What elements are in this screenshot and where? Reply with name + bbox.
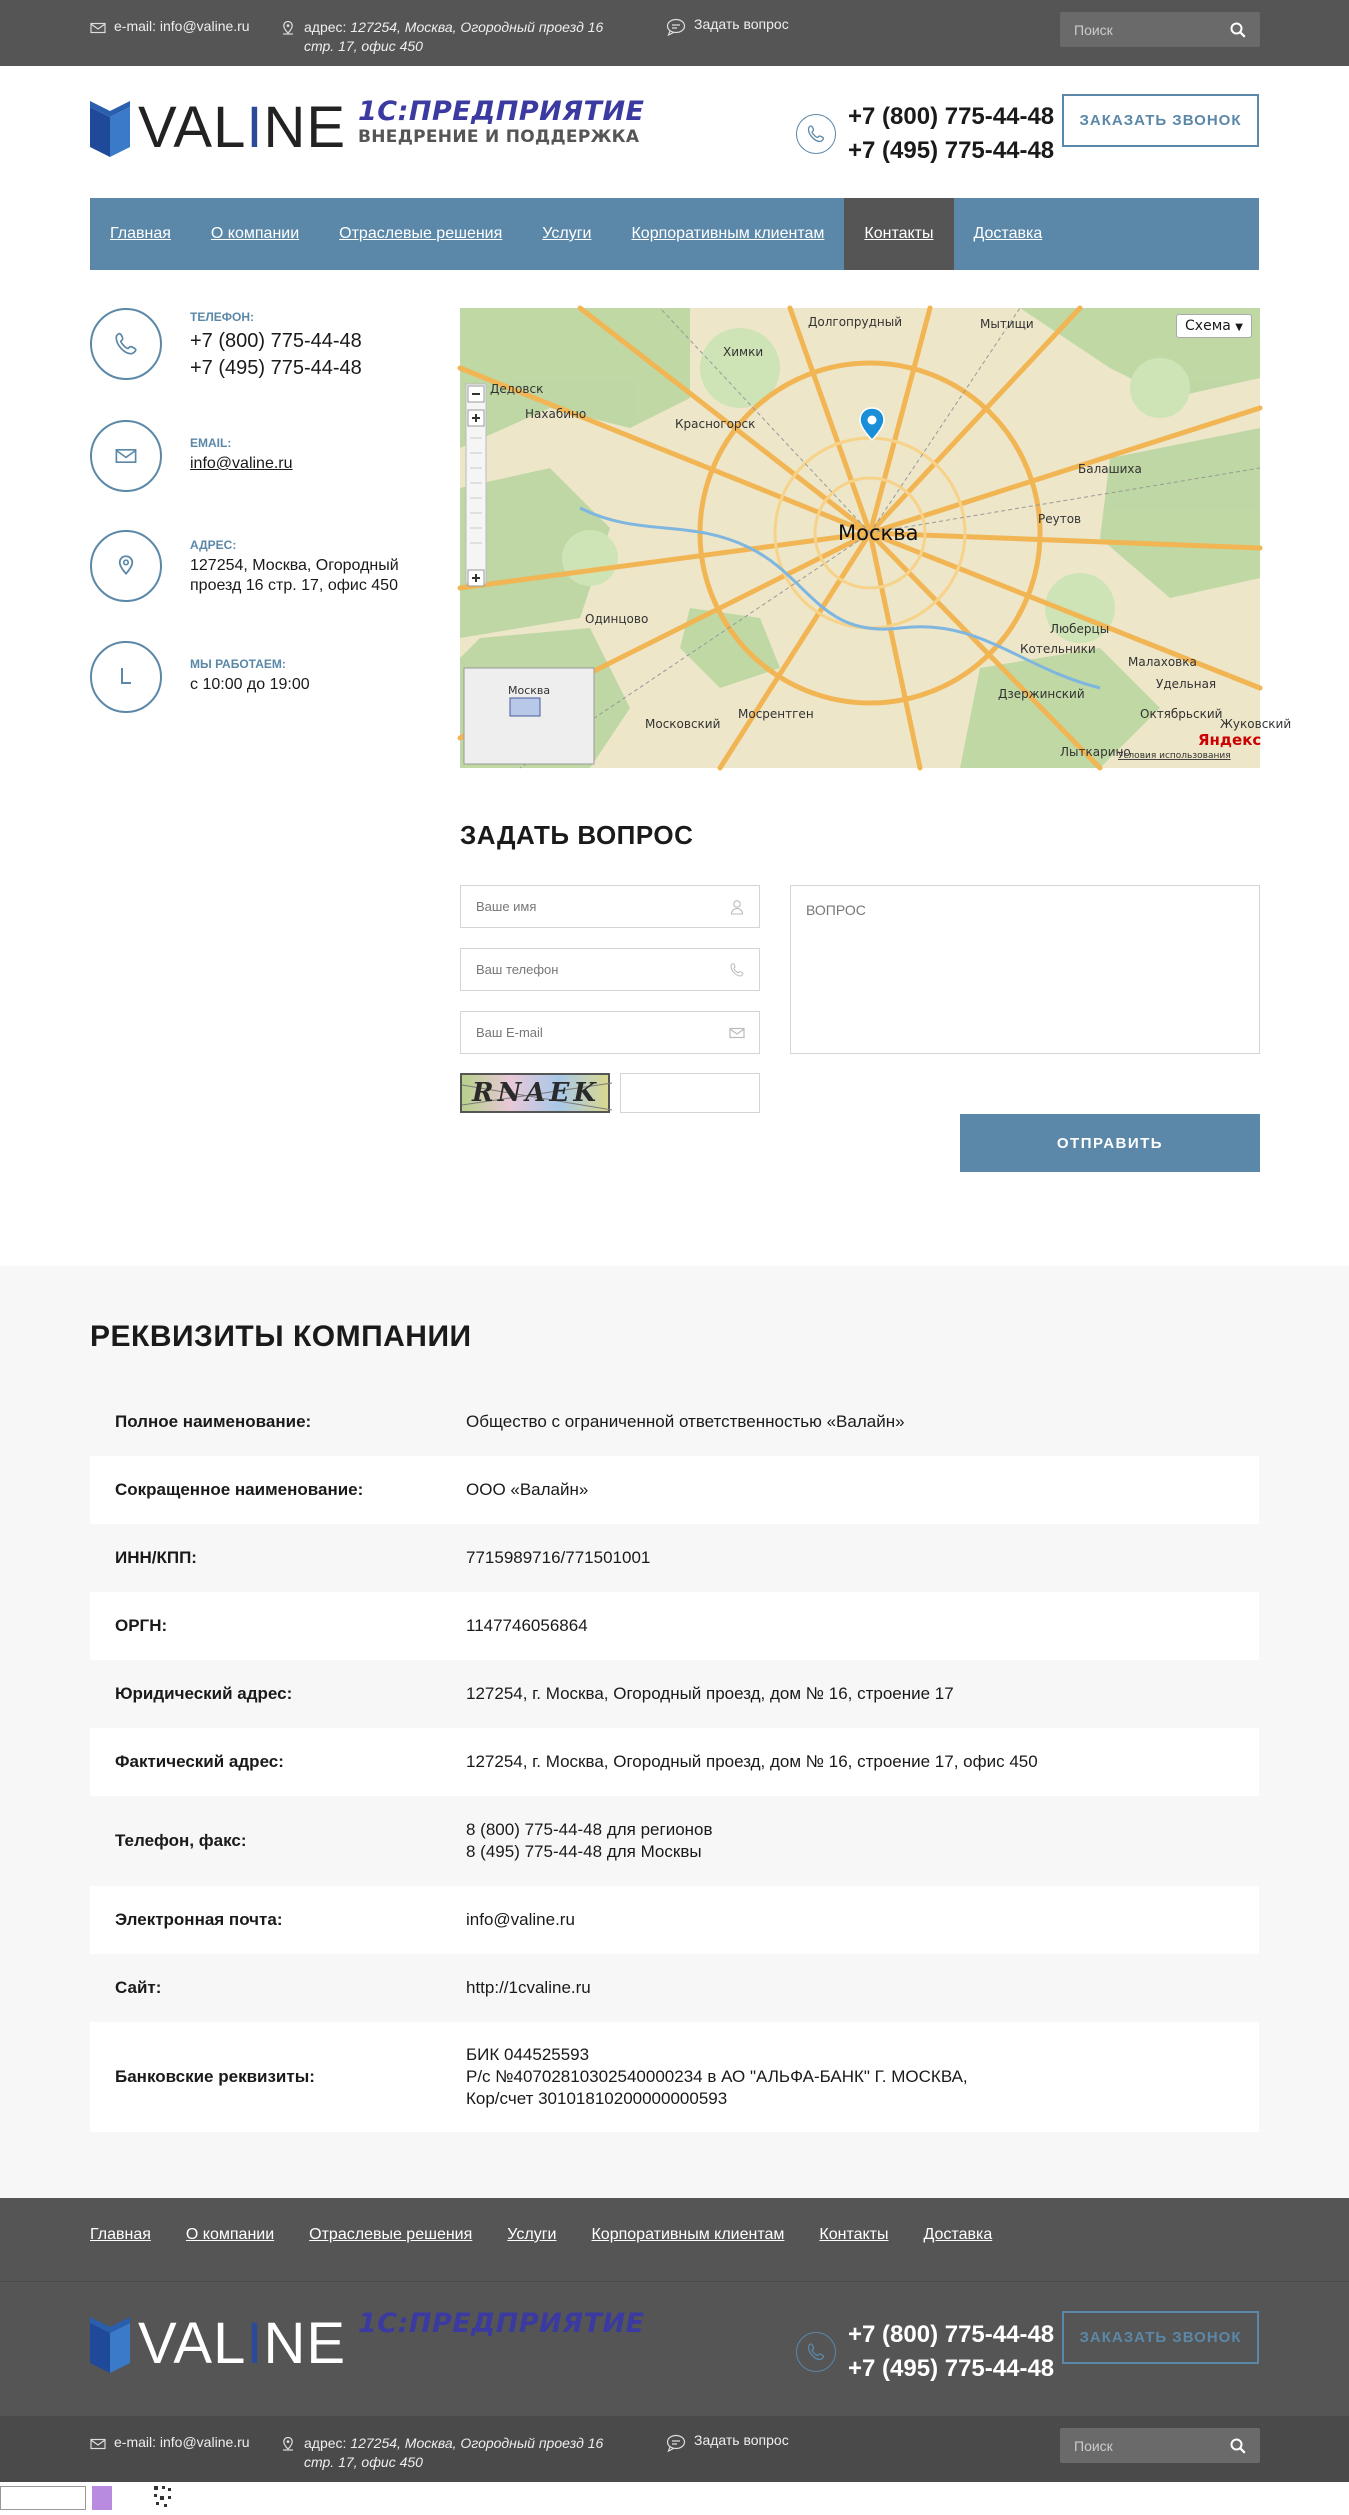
mail-icon	[90, 420, 162, 492]
footer-valine-logo[interactable]: VALINE	[90, 2310, 346, 2377]
phone-input[interactable]	[461, 962, 711, 977]
svg-text:Нахабино: Нахабино	[525, 407, 587, 421]
topbar-ask-question[interactable]: Задать вопрос	[666, 16, 789, 36]
requisites-value-line: 8 (495) 775-44-48 для Москвы	[466, 1842, 702, 1861]
requisites-value-line: 7715989716/771501001	[466, 1548, 651, 1567]
yandex-map[interactable]	[460, 308, 1292, 768]
footer-nav-contacts[interactable]: Контакты	[819, 2226, 889, 2243]
requisites-key: Полное наименование:	[115, 1412, 312, 1431]
question-field	[790, 885, 1260, 1054]
svg-text:Дзержинский: Дзержинский	[998, 687, 1085, 701]
requisites-key: Телефон, факс:	[115, 1831, 247, 1850]
footer-nav-delivery[interactable]: Доставка	[923, 2226, 993, 2243]
svg-text:Долгопрудный: Долгопрудный	[808, 315, 903, 329]
name-input[interactable]	[461, 899, 711, 914]
contact-hours: МЫ РАБОТАЕМ: с 10:00 до 19:00	[90, 641, 310, 713]
requisites-value-line: 8 (800) 775-44-48 для регионов	[466, 1820, 713, 1839]
footer-nav-home[interactable]: Главная	[90, 2226, 151, 2243]
captcha-input[interactable]	[620, 1073, 760, 1113]
topbar-address: адрес: 127254, Москва, Огородный проезд 16 стр. 17, офис 450	[280, 18, 603, 56]
requisites-value-line: Кор/счет 30101810200000000593	[466, 2089, 728, 2108]
requisites-key: Сокращенное наименование:	[115, 1480, 364, 1499]
phone-icon	[796, 2332, 836, 2372]
requisites-row	[90, 1954, 1259, 2022]
requisites-value-line: 127254, г. Москва, Огородный проезд, дом № 16, строение 17, офис 450	[466, 1752, 1038, 1771]
ask-question-title: ЗАДАТЬ ВОПРОС	[460, 820, 694, 850]
requisites-title: РЕКВИЗИТЫ КОМПАНИИ	[90, 1320, 472, 1353]
svg-text:Химки: Химки	[723, 345, 764, 359]
logo-book-icon	[90, 99, 130, 157]
location-icon	[90, 530, 162, 602]
map-canvas[interactable]	[460, 308, 1292, 768]
requisites-value	[466, 1819, 1259, 1863]
requisites-key: Юридический адрес:	[115, 1684, 293, 1703]
search-box	[1060, 12, 1260, 47]
requisites-row	[90, 2022, 1259, 2132]
chat-bubble-icon	[666, 2434, 686, 2452]
email-field	[460, 1011, 760, 1054]
topbar-email[interactable]: e-mail: info@valine.ru	[90, 18, 250, 36]
search-icon[interactable]	[1230, 22, 1246, 38]
nav-item-about[interactable]: О компании	[210, 225, 300, 242]
requisites-value-line: info@valine.ru	[466, 1910, 575, 1929]
captcha-image: RNAEK	[460, 1073, 610, 1113]
main-nav	[90, 198, 1259, 270]
requisites-value-line: 127254, г. Москва, Огородный проезд, дом № 16, строение 17	[466, 1684, 954, 1703]
requisites-value	[466, 1615, 1259, 1637]
footer-nav-services[interactable]: Услуги	[507, 2226, 557, 2243]
svg-text:Малаховка: Малаховка	[1128, 655, 1197, 669]
yandex-logo	[1198, 731, 1261, 749]
requisites-value-line: http://1cvaline.ru	[466, 1978, 591, 1997]
footer-onec-logo: 1С:ПРЕДПРИЯТИЕ	[358, 2308, 645, 2339]
requisites-key: Фактический адрес:	[115, 1752, 284, 1771]
nav-item-home[interactable]: Главная	[110, 225, 171, 242]
header-phone-2[interactable]: +7 (495) 775-44-48	[848, 137, 1055, 164]
requisites-row	[90, 1388, 1259, 1456]
requisites-value-line: Общество с ограниченной ответственностью «Валайн»	[466, 1412, 905, 1431]
email-input[interactable]	[461, 1025, 711, 1040]
question-textarea[interactable]	[791, 886, 1259, 1053]
nav-item-delivery[interactable]: Доставка	[973, 225, 1043, 242]
footer-nav-about[interactable]: О компании	[185, 2226, 275, 2243]
requisites-value-line: Р/с №40702810302540000234 в АО "АЛЬФА-БАНК" Г. МОСКВА,	[466, 2067, 968, 2086]
nav-item-services[interactable]: Услуги	[542, 225, 592, 242]
widget-icon[interactable]	[92, 2486, 112, 2510]
svg-text:Жуковский: Жуковский	[1220, 717, 1292, 731]
svg-text:Удельная: Удельная	[1156, 677, 1217, 691]
requisites-key: ОРГН:	[115, 1616, 168, 1635]
nav-item-contacts[interactable]: Контакты	[844, 198, 953, 270]
requisites-row	[90, 1660, 1259, 1728]
footer-bar	[0, 2416, 1349, 2482]
footer-nav	[0, 2198, 1349, 2282]
nav-item-industry-solutions[interactable]: Отраслевые решения	[339, 225, 503, 242]
widget-input[interactable]	[0, 2486, 86, 2510]
user-icon	[729, 899, 745, 915]
svg-text:Мосрентген: Мосрентген	[738, 707, 814, 721]
qr-icon	[152, 2484, 182, 2510]
footer-address: адрес: 127254, Москва, Огородный проезд 16 стр. 17, офис 450	[280, 2434, 603, 2472]
requisites-value	[466, 1547, 1259, 1569]
footer-ask-question[interactable]: Задать вопрос	[666, 2432, 789, 2452]
footer-search-input[interactable]	[1060, 2438, 1220, 2454]
svg-text:Московский: Московский	[645, 717, 721, 731]
svg-text:Лыткарино: Лыткарино	[1060, 745, 1131, 759]
header-phone-1[interactable]: +7 (800) 775-44-48	[848, 103, 1055, 130]
svg-text:Октябрьский: Октябрьский	[1140, 707, 1223, 721]
svg-text:Котельники: Котельники	[1020, 642, 1096, 656]
svg-text:Москва: Москва	[838, 521, 919, 545]
mail-icon	[90, 20, 106, 36]
search-input[interactable]	[1060, 22, 1220, 38]
footer-nav-corporate[interactable]: Корпоративным клиентам	[591, 2226, 785, 2243]
order-call-button[interactable]: ЗАКАЗАТЬ ЗВОНОК	[1062, 94, 1259, 147]
requisites-row	[90, 1728, 1259, 1796]
requisites-value	[466, 1479, 1259, 1501]
footer-phone-1[interactable]: +7 (800) 775-44-48	[848, 2321, 1055, 2348]
requisites-row	[90, 1456, 1259, 1524]
requisites-table	[90, 1388, 1259, 2132]
map-terms-link[interactable]: Условия использования	[1118, 751, 1231, 761]
requisites-row	[90, 1592, 1259, 1660]
requisites-key: Сайт:	[115, 1978, 162, 1997]
requisites-value	[466, 1751, 1259, 1773]
requisites-value	[466, 1909, 1259, 1931]
footer-email[interactable]: e-mail: info@valine.ru	[90, 2434, 250, 2452]
requisites-key: Банковские реквизиты:	[115, 2067, 315, 2086]
contact-email: EMAIL: info@valine.ru	[90, 420, 293, 492]
requisites-value-line: 1147746056864	[466, 1616, 588, 1635]
bottom-widgets	[0, 2482, 1349, 2512]
svg-text:Дедовск: Дедовск	[490, 382, 544, 396]
requisites-row	[90, 1524, 1259, 1592]
phone-icon	[796, 114, 836, 154]
logo-book-icon	[90, 2315, 130, 2373]
svg-text:Люберцы: Люберцы	[1050, 622, 1110, 636]
company-requisites	[0, 1266, 1349, 2198]
requisites-row	[90, 1886, 1259, 1954]
search-icon[interactable]	[1230, 2438, 1246, 2454]
svg-text:Яндекс: Яндекс	[1198, 731, 1262, 749]
caret-down-icon: ▼	[1235, 322, 1243, 333]
svg-text:Реутов: Реутов	[1038, 512, 1082, 526]
requisites-value-line: ООО «Валайн»	[466, 1480, 589, 1499]
footer-search-box	[1060, 2428, 1260, 2463]
footer-order-call-button[interactable]: ЗАКАЗАТЬ ЗВОНОК	[1062, 2311, 1259, 2364]
submit-button[interactable]: ОТПРАВИТЬ	[960, 1114, 1260, 1172]
mail-icon	[90, 2436, 106, 2452]
location-icon	[280, 20, 296, 36]
requisites-key: Электронная почта:	[115, 1910, 283, 1929]
requisites-key: ИНН/КПП:	[115, 1548, 197, 1567]
svg-text:Балашиха: Балашиха	[1078, 462, 1142, 476]
minimap[interactable]	[464, 668, 594, 764]
requisites-value	[466, 1411, 1259, 1433]
site-header	[0, 66, 1349, 198]
map-type-dropdown[interactable]: Схема ▼	[1176, 314, 1252, 338]
svg-text:Красногорск: Красногорск	[675, 417, 756, 431]
header-phones	[796, 100, 1054, 168]
valine-logo[interactable]: VALINE	[90, 94, 346, 161]
requisites-row	[90, 1796, 1259, 1886]
contact-email-link[interactable]: info@valine.ru	[190, 455, 293, 472]
clock-icon	[90, 641, 162, 713]
requisites-value	[466, 1683, 1259, 1705]
location-icon	[280, 2436, 296, 2452]
footer-bar-inner	[0, 2416, 1349, 2482]
footer-nav-industry-solutions[interactable]: Отраслевые решения	[309, 2226, 473, 2243]
name-field	[460, 885, 760, 928]
mail-icon	[729, 1025, 745, 1041]
phone-field	[460, 948, 760, 991]
top-bar	[0, 0, 1349, 66]
onec-logo: 1С:ПРЕДПРИЯТИЕ ВНЕДРЕНИЕ И ПОДДЕРЖКА	[358, 96, 645, 147]
zoom-control[interactable]	[466, 384, 486, 586]
contact-phone: ТЕЛЕФОН: +7 (800) 775-44-48 +7 (495) 775-44-48	[90, 308, 362, 382]
phone-icon	[729, 962, 745, 978]
footer-phones	[796, 2318, 1054, 2386]
requisites-value	[466, 1977, 1259, 1999]
chat-bubble-icon	[666, 18, 686, 36]
nav-item-corporate[interactable]: Корпоративным клиентам	[631, 225, 825, 242]
requisites-value	[466, 2044, 1259, 2110]
svg-text:Москва: Москва	[508, 684, 551, 697]
footer-phone-2[interactable]: +7 (495) 775-44-48	[848, 2355, 1055, 2382]
requisites-value-line: БИК 044525593	[466, 2045, 590, 2064]
svg-text:Мытищи: Мытищи	[980, 317, 1034, 331]
contact-address: АДРЕС: 127254, Москва, Огородный проезд 16 стр. 17, офис 450	[90, 530, 399, 602]
svg-text:Одинцово: Одинцово	[585, 612, 649, 626]
phone-icon	[90, 308, 162, 380]
footer-header	[0, 2282, 1349, 2416]
